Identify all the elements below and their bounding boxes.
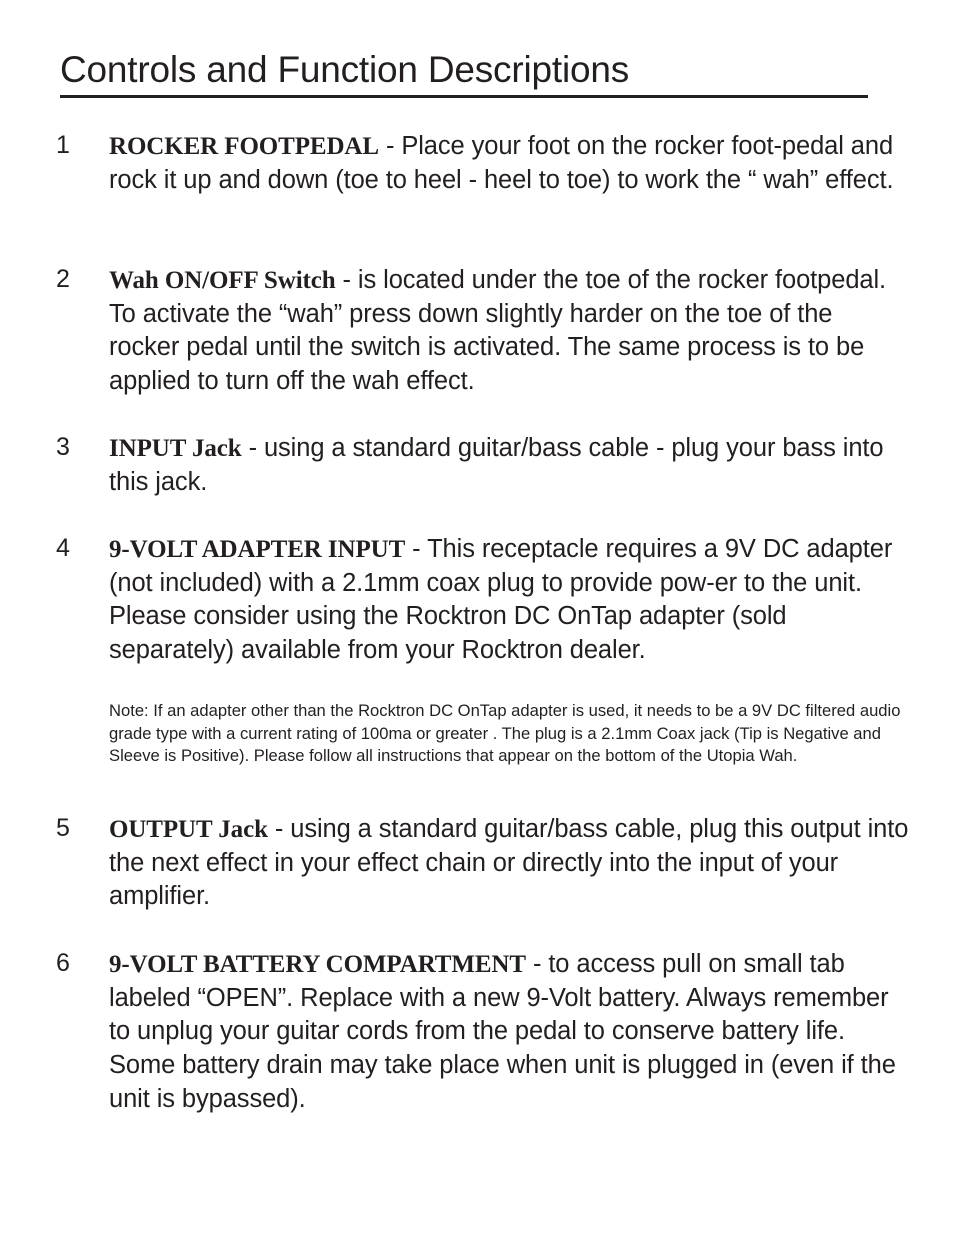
item-term: 9-VOLT ADAPTER INPUT bbox=[109, 536, 406, 563]
item-number: 1 bbox=[56, 131, 70, 159]
item-text bbox=[109, 264, 909, 399]
item-text bbox=[109, 432, 909, 499]
item-number: 3 bbox=[56, 433, 70, 461]
adapter-note: Note: If an adapter other than the Rocktron DC OnTap adapter is used, it needs to be a 9V DC filtered audio grade type with a current rating of 100ma or greater . The plug is a 2.1mm Coax jack (Tip is Negative and Sleeve is Positive). Please follow all instructions that appear on the bottom of the Utopia Wah. bbox=[109, 701, 901, 765]
item-text bbox=[109, 533, 909, 668]
title-divider bbox=[60, 95, 868, 98]
item-description: - using a standard guitar/bass cable, plug this output into the next effect in your effect chain or directly into the input of your amplifier. bbox=[109, 815, 909, 911]
item-number: 5 bbox=[56, 814, 70, 842]
item-description: - to access pull on small tab labeled “OPEN”. Replace with a new 9-Volt battery. Always remember to unplug your guitar cords from the pedal to conserve battery life. Some battery drain may take place when unit is plugged in (even if the unit is bypassed). bbox=[109, 950, 896, 1113]
item-number: 2 bbox=[56, 265, 70, 293]
item-text bbox=[109, 130, 909, 197]
item-description: - using a standard guitar/bass cable - plug your bass into this jack. bbox=[109, 434, 884, 496]
page-title: Controls and Function Descriptions bbox=[60, 49, 630, 90]
item-description: - is located under the toe of the rocker footpedal. To activate the “wah” press down slightly harder on the toe of the rocker pedal until the switch is activated. The same process is to be applied to turn off the wah effect. bbox=[109, 266, 887, 396]
item-description: - Place your foot on the rocker foot-pedal and rock it up and down (toe to heel - heel to toe) to work the “ wah” effect. bbox=[109, 132, 894, 194]
item-term: 9-VOLT BATTERY COMPARTMENT bbox=[109, 951, 526, 978]
item-term: Wah ON/OFF Switch bbox=[109, 267, 336, 294]
item-term: INPUT Jack bbox=[109, 435, 242, 462]
item-text bbox=[109, 948, 909, 1117]
item-number: 4 bbox=[56, 534, 70, 562]
item-term: ROCKER FOOTPEDAL bbox=[109, 133, 379, 160]
item-number: 6 bbox=[56, 949, 70, 977]
item-description: - This receptacle requires a 9V DC adapter (not included) with a 2.1mm coax plug to provide pow-er to the unit. Please consider using the Rocktron DC OnTap adapter (sold separately) available from your Rocktron dealer. bbox=[109, 535, 893, 665]
item-text bbox=[109, 813, 909, 914]
item-term: OUTPUT Jack bbox=[109, 816, 268, 843]
